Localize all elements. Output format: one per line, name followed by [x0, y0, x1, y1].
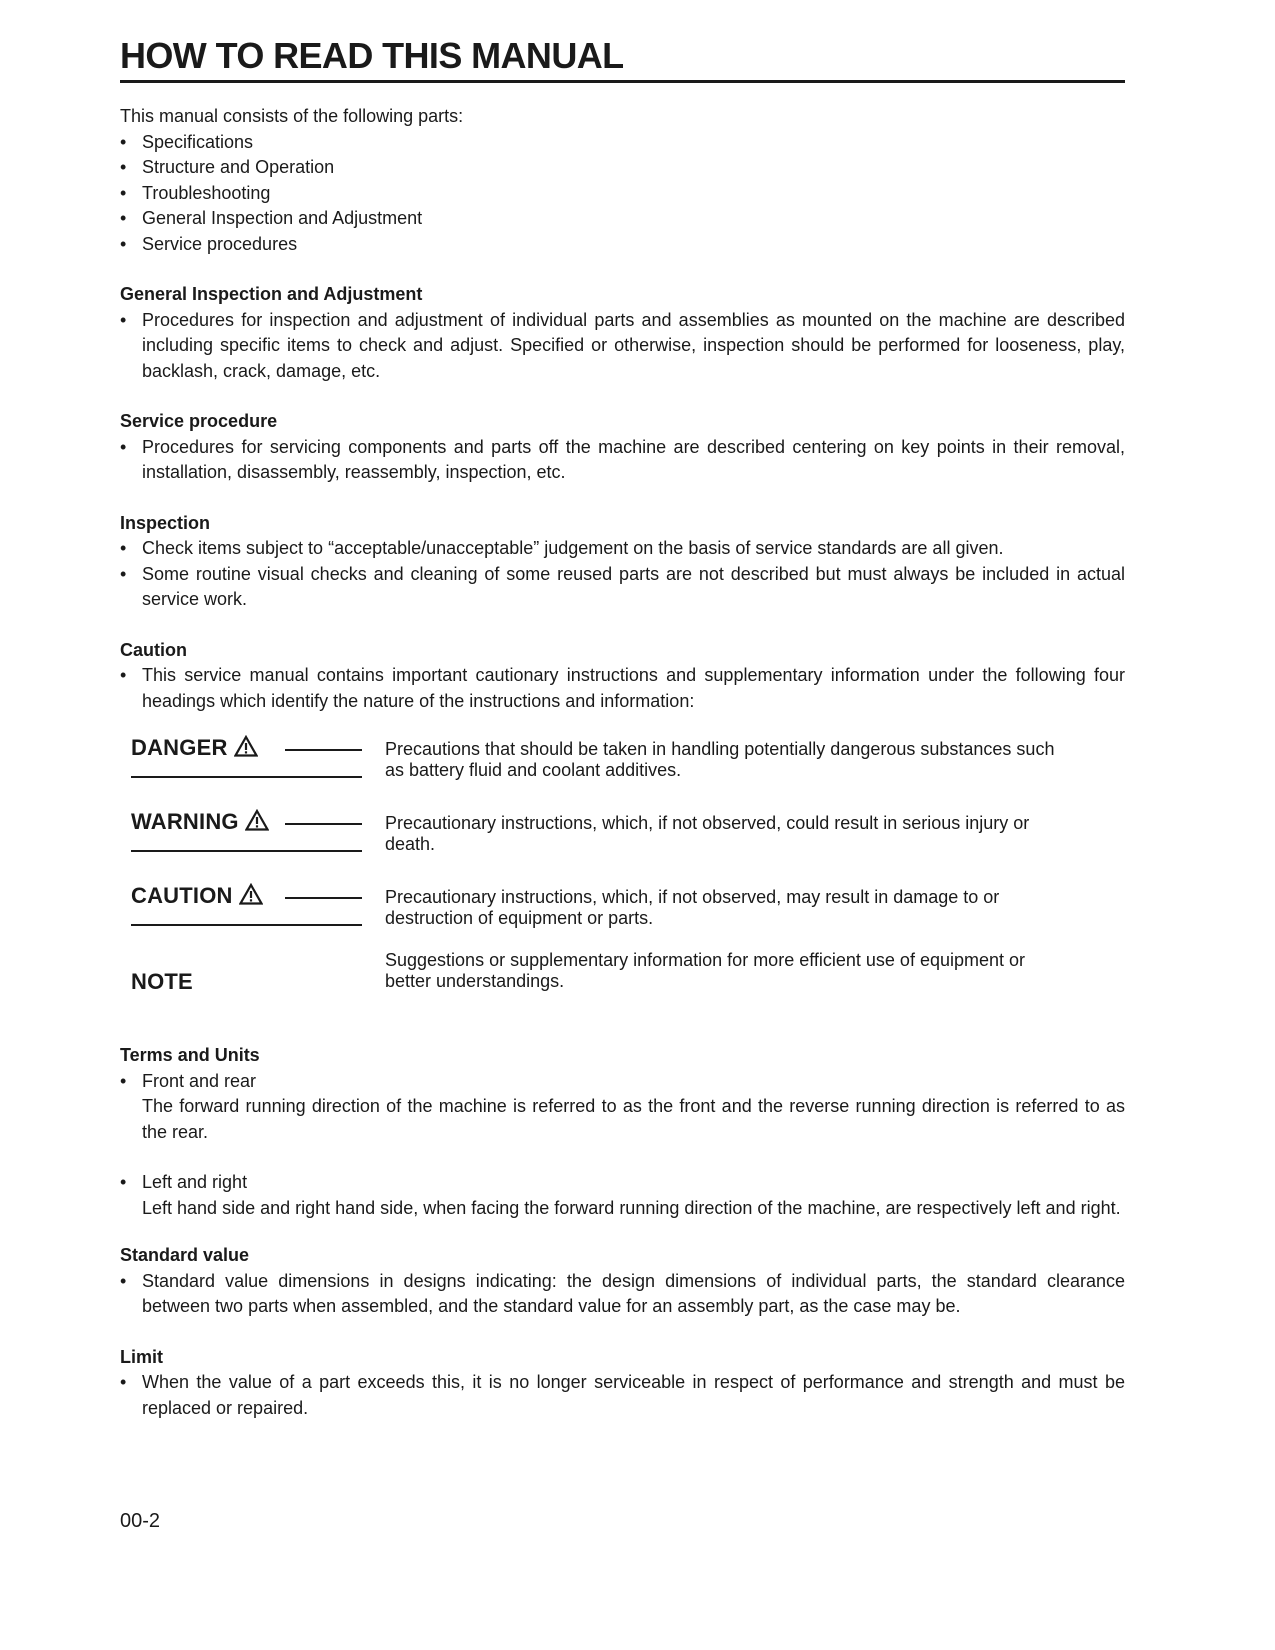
legend-rule: [285, 823, 362, 825]
section-heading: Inspection: [120, 512, 211, 533]
section-general-inspection: [120, 282, 1125, 384]
list-item: • Service procedures: [120, 233, 298, 254]
page-number: 00-2: [120, 1510, 161, 1532]
section-standard-value: [120, 1243, 1125, 1320]
caution-legend: [131, 727, 1125, 1029]
legend-rule: [285, 897, 362, 899]
list-item: • Procedures for servicing components and parts off the machine are described centering on key points in their removal, installation, disassembly, reassembly, inspection, etc.: [120, 436, 1125, 482]
term-description: Left hand side and right hand side, when facing the forward running direction of the machine, are respectively left and right.: [142, 1197, 1121, 1218]
term-description: The forward running direction of the machine is referred to as the front and the reverse running direction is referred to as the rear.: [142, 1096, 1125, 1142]
legend-row-danger: [131, 727, 1125, 801]
term-label: Front and rear: [142, 1070, 257, 1091]
legend-label: DANGER: [131, 735, 228, 760]
section-heading: Limit: [120, 1346, 163, 1367]
legend-description: Precautionary instructions, which, if not observed, may result in damage to or destruction of equipment or parts.: [385, 887, 1000, 928]
list-item: • General Inspection and Adjustment: [120, 208, 423, 228]
legend-row-warning: [131, 801, 1125, 875]
list-item: • Procedures for inspection and adjustment of individual parts and assemblies as mounted on the machine are described including specific items to check and adjust. Specified or otherwise, inspection should be performed for looseness, play, backlash, crack, damage, etc.: [120, 309, 1125, 381]
legend-rule: [285, 749, 362, 751]
legend-label: WARNING: [131, 809, 239, 834]
section-heading: Terms and Units: [120, 1045, 260, 1065]
list-item: • Check items subject to “acceptable/unacceptable” judgement on the basis of service standards are all given.: [120, 538, 1004, 558]
section-heading: General Inspection and Adjustment: [120, 284, 423, 304]
term-label: Left and right: [142, 1172, 248, 1192]
legend-label: CAUTION: [131, 883, 233, 908]
list-item: • Standard value dimensions in designs indicating: the design dimensions of individual parts, the standard clearance between two parts when assembled, and the standard value for an assembly part, as the case may be.: [120, 1270, 1125, 1316]
list-item: • Front and rear The forward running direction of the machine is referred to as the front and the reverse running direction is referred to as the rear.: [120, 1069, 1125, 1146]
legend-rule: [131, 776, 362, 778]
warning-triangle-icon: [234, 735, 258, 757]
section-limit: [120, 1345, 1125, 1422]
list-item: • Some routine visual checks and cleaning of some reused parts are not described but must always be included in actual service work.: [120, 563, 1125, 609]
legend-rule: [131, 850, 362, 852]
list-item: • Specifications: [120, 131, 254, 152]
section-heading: Service procedure: [120, 411, 278, 431]
page-body: [120, 104, 1125, 1421]
legend-label: NOTE: [131, 969, 193, 994]
legend-rule: [131, 924, 362, 926]
parts-list: [120, 130, 1125, 258]
section-heading: Caution: [120, 639, 187, 660]
list-item: • Left and right Left hand side and right hand side, when facing the forward running direction of the machine, are respectively left and right.: [120, 1170, 1125, 1221]
list-item: • This service manual contains important cautionary instructions and supplementary information under the following four headings which identify the nature of the instructions and information:: [120, 665, 1125, 711]
legend-description: Precautions that should be taken in handling potentially dangerous substances such as battery fluid and coolant additives.: [385, 739, 1055, 780]
legend-description: Suggestions or supplementary information for more efficient use of equipment or better understandings.: [385, 950, 1026, 991]
legend-row-note: [131, 949, 1125, 1029]
section-inspection: [120, 511, 1125, 613]
section-heading: Standard value: [120, 1245, 250, 1265]
intro-text: This manual consists of the following parts:: [120, 106, 464, 126]
legend-row-caution: [131, 875, 1125, 949]
warning-triangle-icon: [245, 809, 269, 831]
list-item: • Structure and Operation: [120, 157, 335, 177]
legend-description: Precautionary instructions, which, if not observed, could result in serious injury or death.: [385, 813, 1030, 854]
section-caution: [120, 638, 1125, 715]
warning-triangle-icon: [239, 883, 263, 905]
page-title: HOW TO READ THIS MANUAL: [120, 35, 624, 76]
title-rule: [120, 80, 1125, 83]
list-item: • Troubleshooting: [120, 182, 271, 203]
section-service-procedure: [120, 409, 1125, 486]
list-item: • When the value of a part exceeds this, it is no longer serviceable in respect of performance and strength and must be replaced or repaired.: [120, 1372, 1125, 1418]
section-terms-and-units: [120, 1043, 1125, 1221]
